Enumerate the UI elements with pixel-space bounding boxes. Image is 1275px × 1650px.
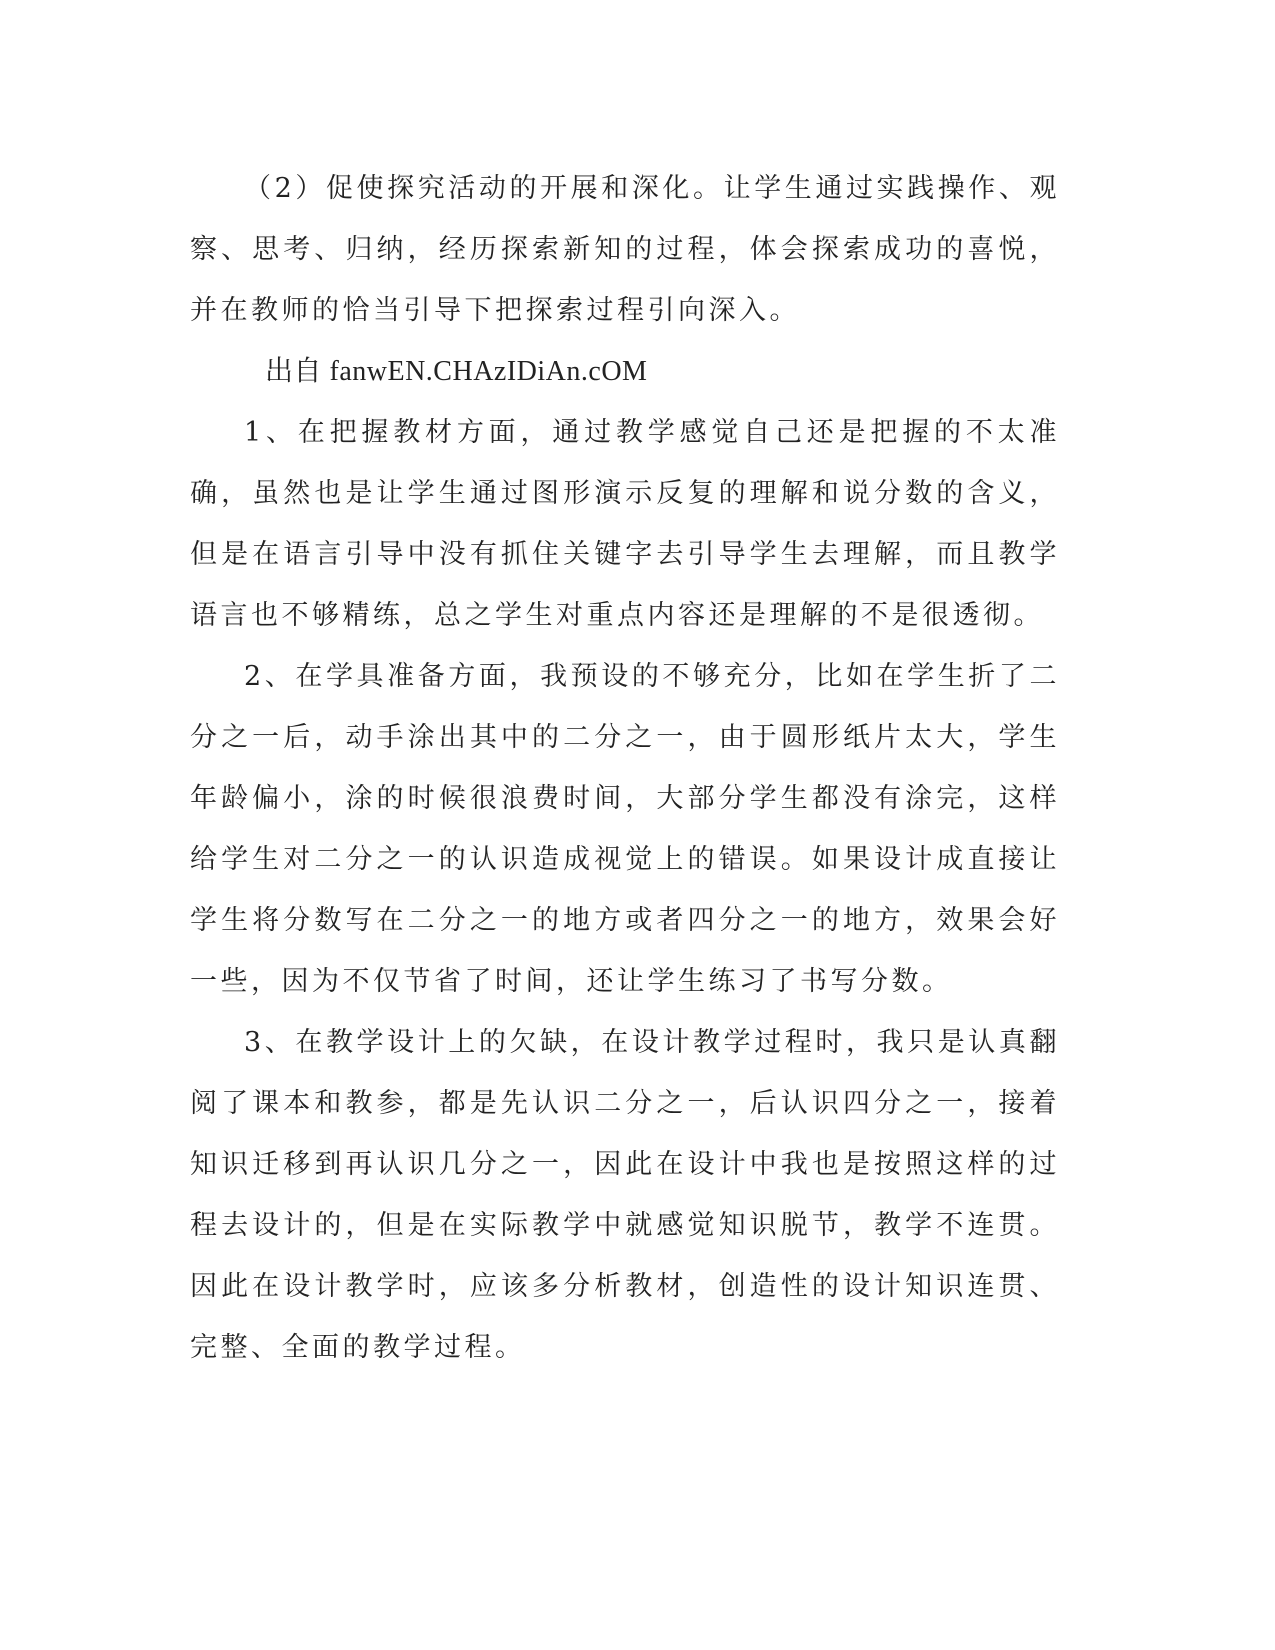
paragraph-point-2: 2、在学具准备方面，我预设的不够充分，比如在学生折了二分之一后，动手涂出其中的二分之一，由于圆形纸片太大，学生年龄偏小，涂的时候很浪费时间，大部分学生都没有涂完，这样给学生对二分之一的认识造成视觉上的错误。如果设计成直接让学生将分数写在二分之一的地方或者四分之一的地方，效果会好一些，因为不仅节省了时间，还让学生练习了书写分数。 [190, 661, 1060, 997]
paragraph-point-1: 1、在把握教材方面，通过教学感觉自己还是把握的不太准确，虽然也是让学生通过图形演示反复的理解和说分数的含义，但是在语言引导中没有抓住关键字去引导学生去理解，而且教学语言也不够精练，总之学生对重点内容还是理解的不是很透彻。 [190, 417, 1060, 631]
paragraph-inquiry-activity: （2）促使探究活动的开展和深化。让学生通过实践操作、观察、思考、归纳，经历探索新知的过程，体会探索成功的喜悦，并在教师的恰当引导下把探索过程引向深入。 [190, 173, 1060, 326]
document-body [190, 158, 1060, 1378]
source-note: 出自 fanwEN.CHAzIDiAn.cOM [265, 356, 648, 387]
paragraph-point-3: 3、在教学设计上的欠缺，在设计教学过程时，我只是认真翻阅了课本和教参，都是先认识二分之一，后认识四分之一，接着知识迁移到再认识几分之一，因此在设计中我也是按照这样的过程去设计的，但是在实际教学中就感觉知识脱节，教学不连贯。因此在设计教学时，应该多分析教材，创造性的设计知识连贯、完整、全面的教学过程。 [190, 1027, 1060, 1363]
